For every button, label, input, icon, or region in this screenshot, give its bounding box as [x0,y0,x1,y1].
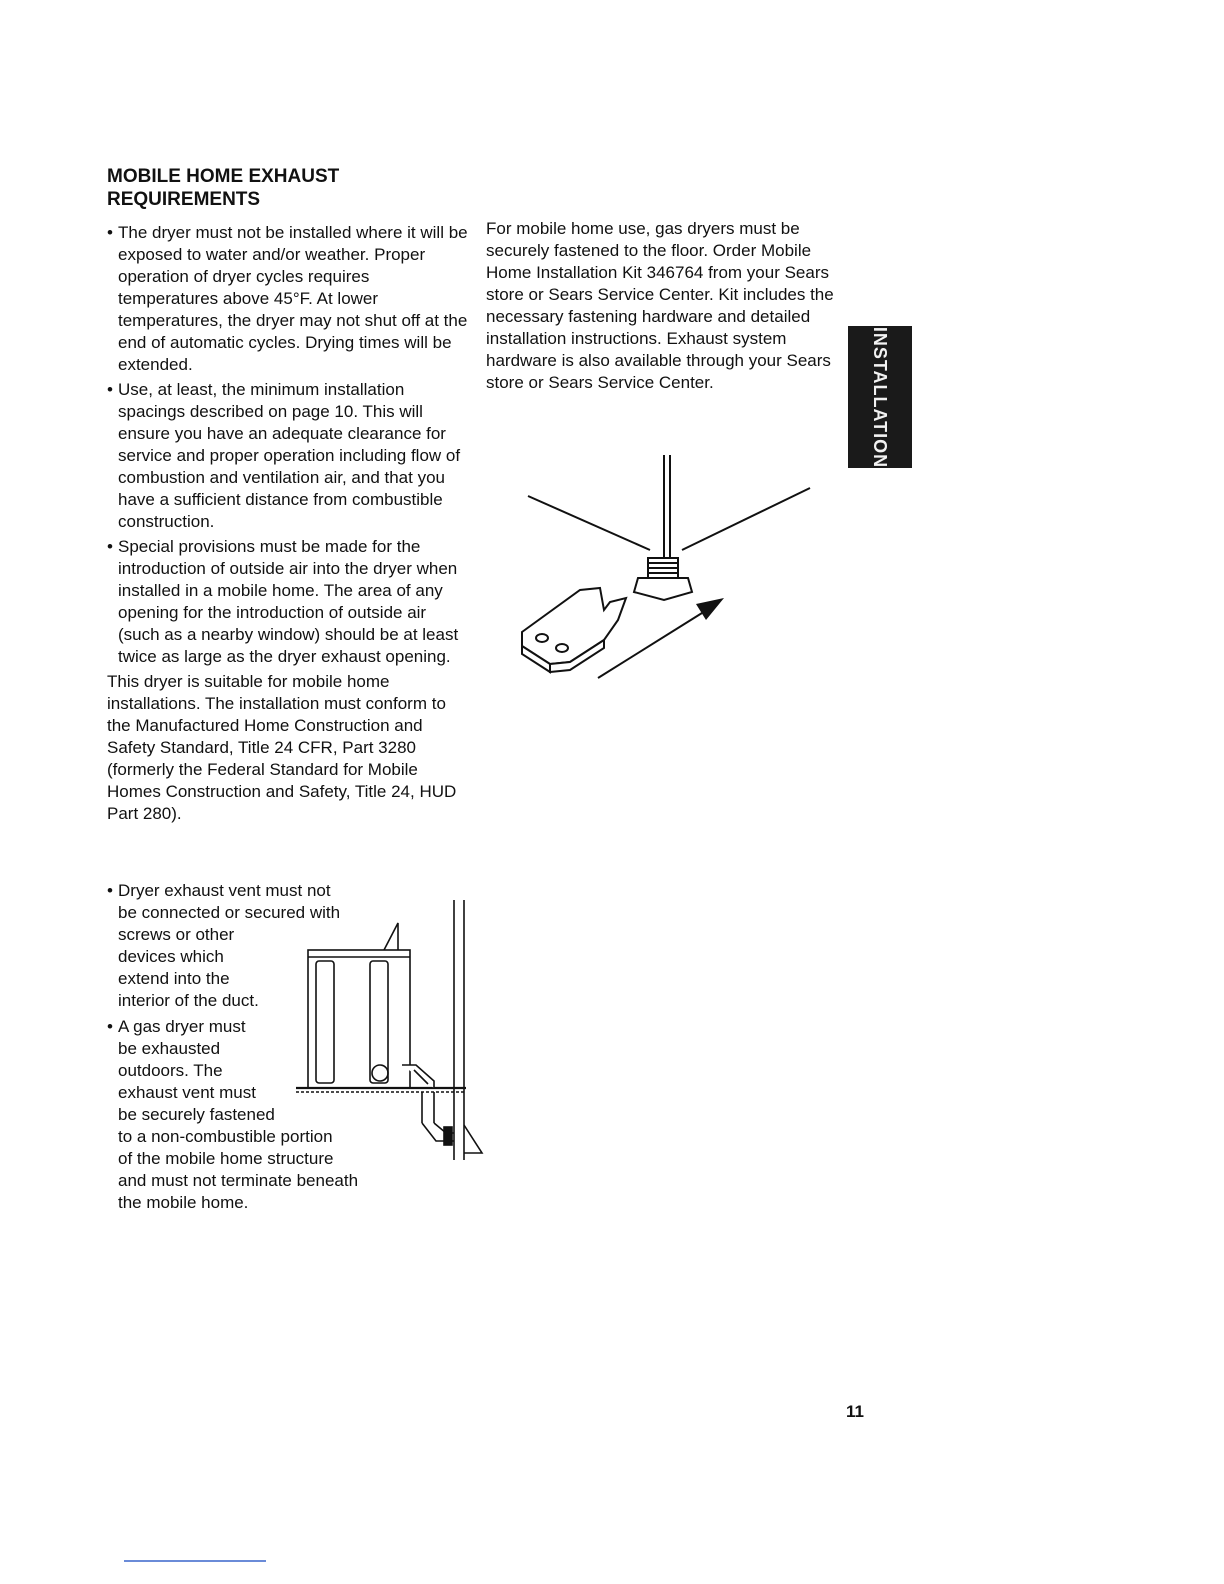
text-line: be exhausted [118,1039,221,1058]
right-column [486,218,836,394]
section-heading-line-1: MOBILE HOME EXHAUST [107,166,340,187]
list-item: • Use, at least, the minimum installation spacings described on page 10. This will ensure you have an adequate clearance for service and proper operation including flow of combustion and ventilation air, and that you have a sufficient distance from combustible construction. [107,379,469,533]
section-heading [107,165,467,211]
fastening-paragraph: For mobile home use, gas dryers must be securely fastened to the floor. Order Mobile Home Installation Kit 346764 from your Sears store or Sears Service Center. Kit includes the necessary fastening hardware and detailed installation instructions. Exhaust system hardware is also available through your Sears store or Sears Service Center. [486,219,834,392]
footer-rule [124,1560,266,1562]
suitability-paragraph: This dryer is suitable for mobile home installations. The installation must conform to the Manufactured Home Construction and Safety Standard, Title 24 CFR, Part 3280 (formerly the Federal Standard for Mobile Homes Construction and Safety, Title 24, HUD Part 280). [107,672,457,823]
text-line: • A gas dryer must [118,1017,246,1036]
text-line: • Dryer exhaust vent must not [118,881,331,900]
text-line: interior of the duct. [118,991,259,1010]
list-item: • The dryer must not be installed where it will be exposed to water and/or weather. Proper operation of dryer cycles requires temperatures above 45°F. At lower temperatures, the dryer may not shut off at the end of automatic cycles. Drying times will be extended. [107,222,469,376]
installation-side-tab [848,326,912,468]
text-line: and must not terminate beneath [118,1171,359,1190]
text-line: extend into the [118,969,230,988]
list-item: • Special provisions must be made for the introduction of outside air into the dryer when installed in a mobile home. The area of any opening for the introduction of outside air (such as a nearby window) should be at least twice as large as the dryer exhaust opening. [107,536,469,668]
text-line: be connected or secured with [118,903,341,922]
page-number: 11 [846,1402,864,1421]
text-line: of the mobile home structure [118,1149,334,1168]
text-line: exhaust vent must [118,1083,256,1102]
requirements-list [107,222,469,668]
text-line: devices which [118,947,224,966]
text-line: to a non-combustible portion [118,1127,333,1146]
text-line: screws or other [118,925,235,944]
floor-fastening-illustration [500,450,830,690]
mobile-home-exhaust-illustration [296,895,496,1165]
text-line: be securely fastened [118,1105,275,1124]
section-heading-line-2: REQUIREMENTS [107,189,261,210]
side-tab-label: INSTALLATION [870,326,891,468]
text-line: outdoors. The [118,1061,223,1080]
left-column [107,222,469,825]
text-line: the mobile home. [118,1193,249,1212]
